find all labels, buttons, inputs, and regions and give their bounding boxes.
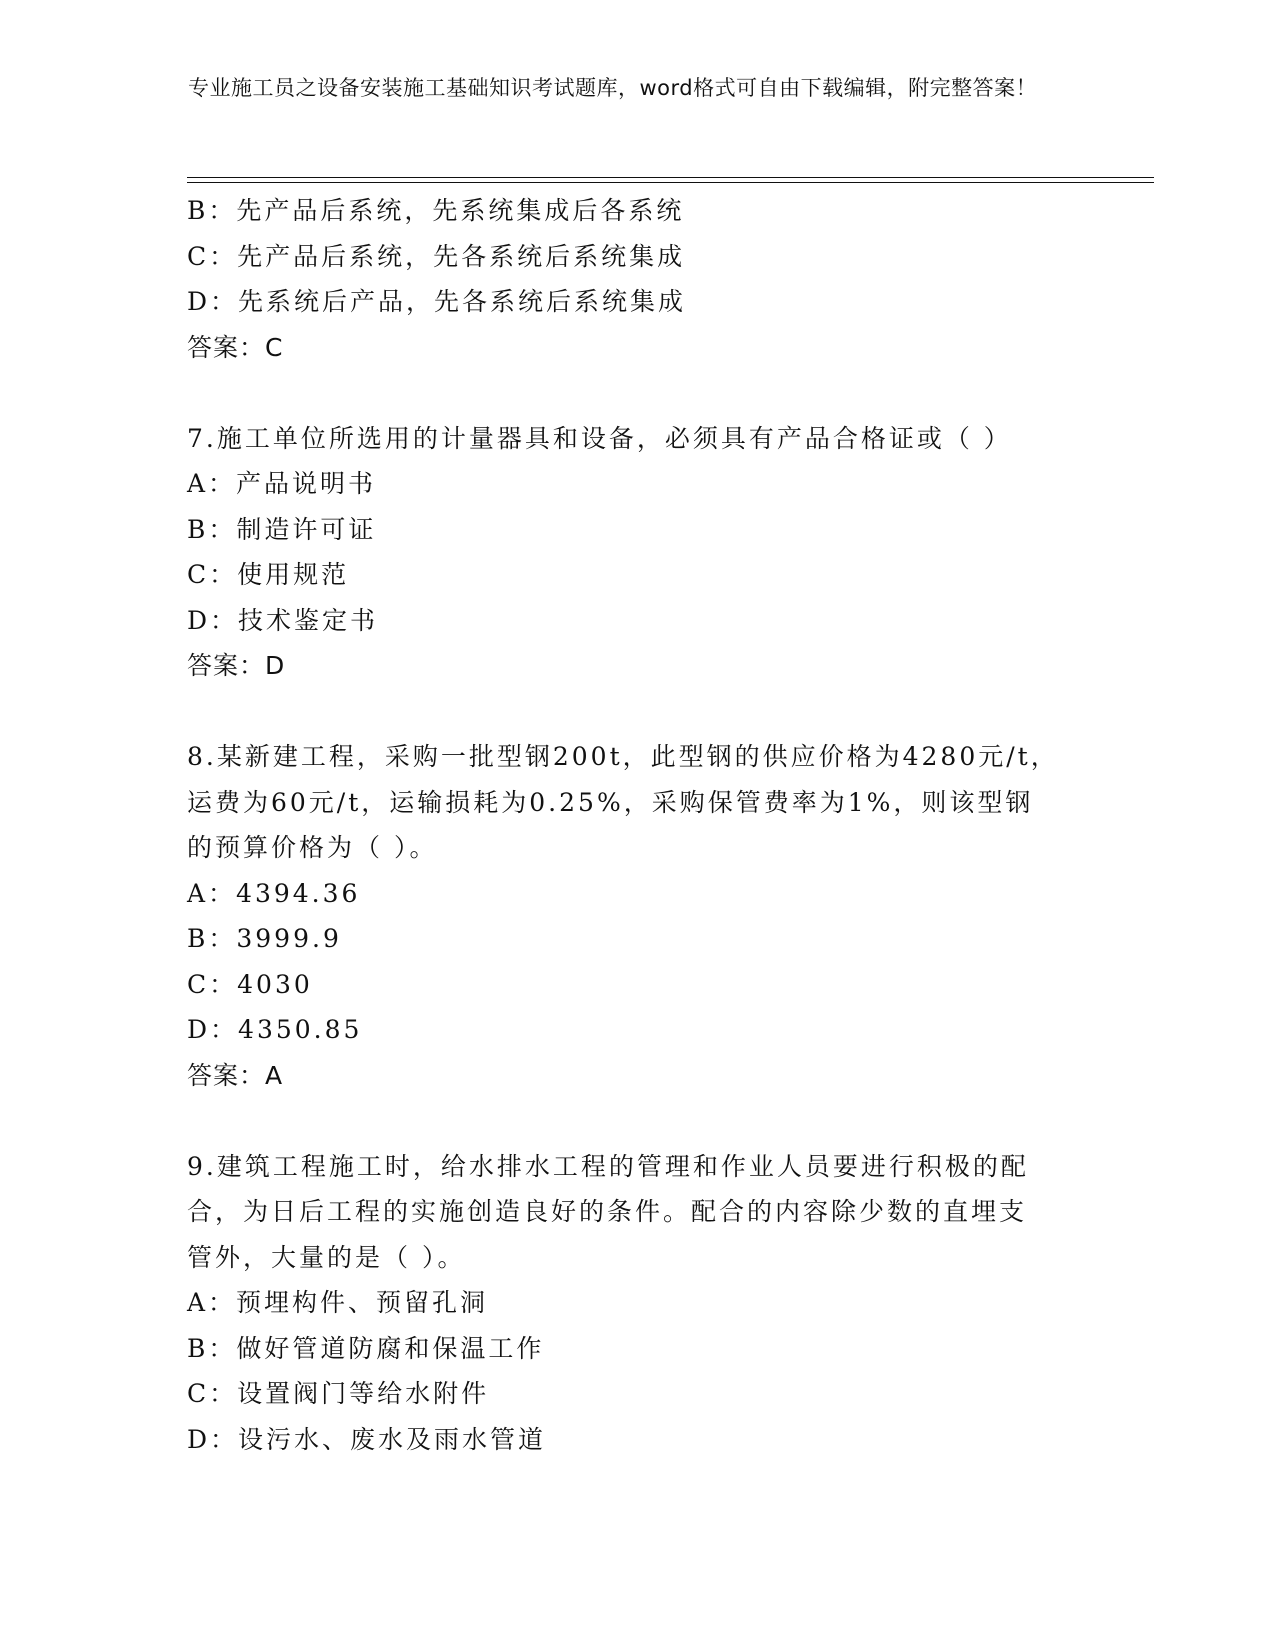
header-divider-top — [187, 177, 1154, 178]
option-b: B：先产品后系统，先系统集成后各系统 — [187, 196, 685, 225]
option-b: B：做好管道防腐和保温工作 — [187, 1333, 545, 1363]
question-6 — [187, 188, 1067, 370]
document-header — [188, 72, 1068, 105]
option-c: C：4030 — [187, 969, 313, 999]
header-text: 专业施工员之设备安装施工基础知识考试题库，word格式可自由下载编辑，附完整答案！ — [188, 76, 1038, 100]
question-7 — [187, 416, 1067, 689]
question-list — [187, 188, 1067, 1462]
question-text-line: 8.某新建工程，采购一批型钢200t，此型钢的供应价格为4280元/t， — [187, 742, 1059, 771]
spacer — [187, 1098, 1067, 1144]
option-b: B：3999.9 — [187, 924, 342, 953]
question-text-line: 9.建筑工程施工时，给水排水工程的管理和作业人员要进行积极的配 — [187, 1151, 1029, 1181]
option-c: C：使用规范 — [187, 560, 350, 589]
question-text-line: 运费为60元/t，运输损耗为0.25%，采购保管费率为1%，则该型钢 — [187, 787, 1034, 817]
option-d: D：设污水、废水及雨水管道 — [187, 1424, 547, 1454]
option-d: D：技术鉴定书 — [187, 605, 379, 635]
answer-label: 答案：A — [187, 1060, 284, 1090]
question-text-line: 合，为日后工程的实施创造良好的条件。配合的内容除少数的直埋支 — [187, 1197, 1028, 1226]
question-text-line: 的预算价格为（ ）。 — [187, 833, 438, 862]
question-8 — [187, 734, 1067, 1098]
option-a: A：产品说明书 — [187, 469, 377, 498]
option-b: B：制造许可证 — [187, 514, 377, 544]
spacer — [187, 370, 1067, 416]
answer-label: 答案：C — [187, 332, 284, 362]
question-text: 7.施工单位所选用的计量器具和设备，必须具有产品合格证或（ ） — [187, 423, 1012, 453]
question-text-line: 管外，大量的是（ ）。 — [187, 1242, 466, 1272]
option-c: C：设置阀门等给水附件 — [187, 1379, 490, 1408]
question-9 — [187, 1144, 1067, 1463]
spacer — [187, 689, 1067, 735]
option-d: D：先系统后产品，先各系统后系统集成 — [187, 287, 687, 316]
header-divider-bottom — [187, 182, 1154, 183]
option-a: A：4394.36 — [187, 878, 361, 908]
option-c: C：先产品后系统，先各系统后系统集成 — [187, 241, 686, 271]
option-d: D：4350.85 — [187, 1015, 363, 1044]
option-a: A：预埋构件、预留孔洞 — [187, 1288, 489, 1317]
answer-label: 答案：D — [187, 651, 286, 680]
